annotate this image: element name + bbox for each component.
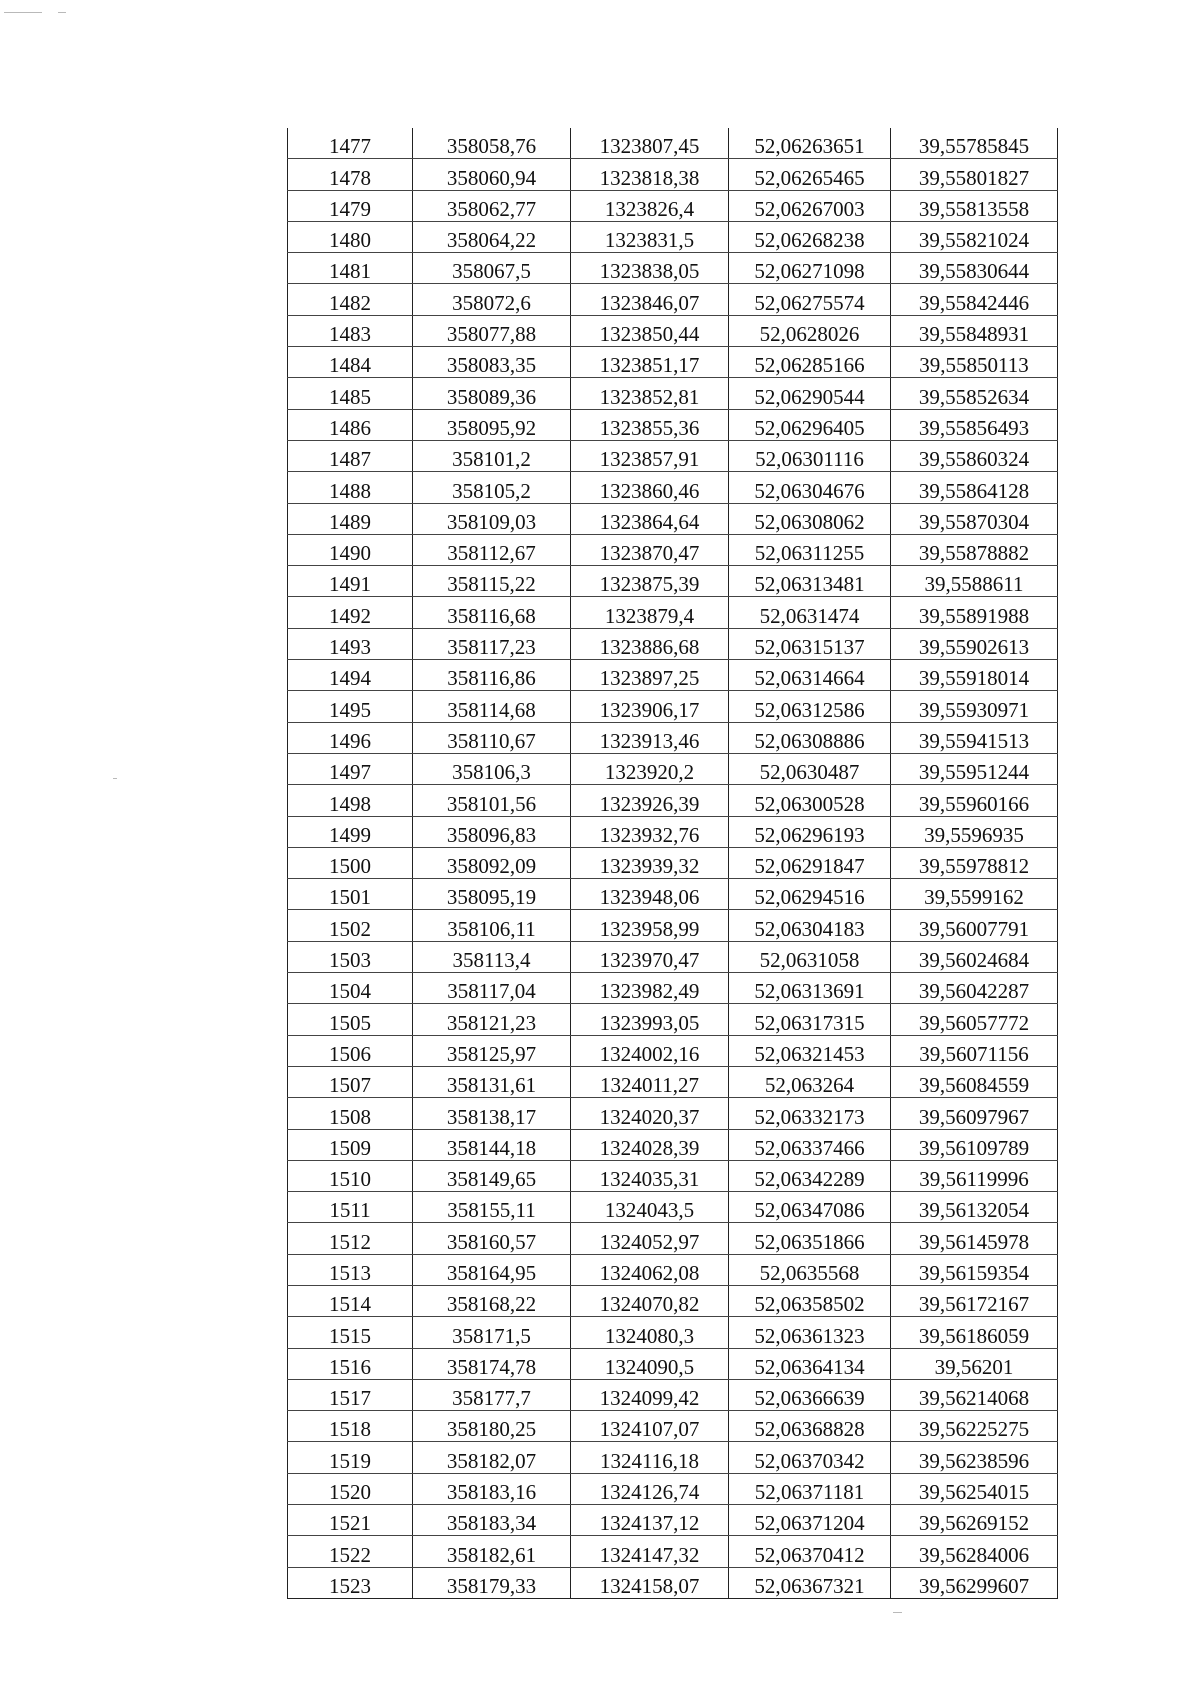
latitude-cell: 52,06296405 (729, 409, 891, 440)
latitude-cell: 52,06263651 (729, 128, 891, 159)
longitude-cell: 39,56109789 (891, 1129, 1058, 1160)
longitude-cell: 39,56254015 (891, 1473, 1058, 1504)
y-coordinate-cell: 1323850,44 (571, 315, 729, 346)
longitude-cell: 39,56007791 (891, 910, 1058, 941)
latitude-cell: 52,06342289 (729, 1160, 891, 1191)
latitude-cell: 52,06268238 (729, 221, 891, 252)
y-coordinate-cell: 1323826,4 (571, 190, 729, 221)
y-coordinate-cell: 1323886,68 (571, 628, 729, 659)
longitude-cell: 39,55856493 (891, 409, 1058, 440)
table-row (288, 284, 1058, 315)
table-row (288, 253, 1058, 284)
table-row (288, 1160, 1058, 1191)
longitude-cell: 39,55902613 (891, 628, 1058, 659)
x-coordinate-cell: 358121,23 (413, 1004, 571, 1035)
table-row (288, 597, 1058, 628)
x-coordinate-cell: 358125,97 (413, 1035, 571, 1066)
x-coordinate-cell: 358083,35 (413, 347, 571, 378)
y-coordinate-cell: 1323831,5 (571, 221, 729, 252)
point-number-cell: 1506 (288, 1035, 413, 1066)
y-coordinate-cell: 1324147,32 (571, 1536, 729, 1567)
y-coordinate-cell: 1323906,17 (571, 691, 729, 722)
longitude-cell: 39,55813558 (891, 190, 1058, 221)
latitude-cell: 52,06366639 (729, 1379, 891, 1410)
point-number-cell: 1519 (288, 1442, 413, 1473)
table-row (288, 628, 1058, 659)
latitude-cell: 52,06347086 (729, 1192, 891, 1223)
point-number-cell: 1512 (288, 1223, 413, 1254)
longitude-cell: 39,56186059 (891, 1317, 1058, 1348)
y-coordinate-cell: 1324052,97 (571, 1223, 729, 1254)
x-coordinate-cell: 358112,67 (413, 534, 571, 565)
table-row (288, 785, 1058, 816)
y-coordinate-cell: 1323932,76 (571, 816, 729, 847)
latitude-cell: 52,06313691 (729, 973, 891, 1004)
longitude-cell: 39,55801827 (891, 159, 1058, 190)
point-number-cell: 1505 (288, 1004, 413, 1035)
point-number-cell: 1503 (288, 941, 413, 972)
latitude-cell: 52,06291847 (729, 847, 891, 878)
longitude-cell: 39,55785845 (891, 128, 1058, 159)
table-row (288, 941, 1058, 972)
longitude-cell: 39,56299607 (891, 1567, 1058, 1598)
x-coordinate-cell: 358101,2 (413, 440, 571, 471)
latitude-cell: 52,06314664 (729, 660, 891, 691)
x-coordinate-cell: 358168,22 (413, 1285, 571, 1316)
longitude-cell: 39,55930971 (891, 691, 1058, 722)
longitude-cell: 39,56145978 (891, 1223, 1058, 1254)
table-row (288, 566, 1058, 597)
longitude-cell: 39,56201 (891, 1348, 1058, 1379)
latitude-cell: 52,0631474 (729, 597, 891, 628)
x-coordinate-cell: 358149,65 (413, 1160, 571, 1191)
point-number-cell: 1521 (288, 1505, 413, 1536)
y-coordinate-cell: 1324099,42 (571, 1379, 729, 1410)
point-number-cell: 1501 (288, 879, 413, 910)
latitude-cell: 52,06304676 (729, 472, 891, 503)
point-number-cell: 1502 (288, 910, 413, 941)
point-number-cell: 1496 (288, 722, 413, 753)
point-number-cell: 1490 (288, 534, 413, 565)
y-coordinate-cell: 1323851,17 (571, 347, 729, 378)
table-row (288, 1192, 1058, 1223)
x-coordinate-cell: 358060,94 (413, 159, 571, 190)
latitude-cell: 52,06265465 (729, 159, 891, 190)
longitude-cell: 39,56238596 (891, 1442, 1058, 1473)
longitude-cell: 39,55850113 (891, 347, 1058, 378)
table-row (288, 660, 1058, 691)
longitude-cell: 39,55878882 (891, 534, 1058, 565)
latitude-cell: 52,06321453 (729, 1035, 891, 1066)
x-coordinate-cell: 358177,7 (413, 1379, 571, 1410)
y-coordinate-cell: 1324011,27 (571, 1066, 729, 1097)
x-coordinate-cell: 358116,86 (413, 660, 571, 691)
point-number-cell: 1487 (288, 440, 413, 471)
longitude-cell: 39,56057772 (891, 1004, 1058, 1035)
longitude-cell: 39,55978812 (891, 847, 1058, 878)
latitude-cell: 52,06368828 (729, 1411, 891, 1442)
x-coordinate-cell: 358110,67 (413, 722, 571, 753)
x-coordinate-cell: 358138,17 (413, 1098, 571, 1129)
x-coordinate-cell: 358101,56 (413, 785, 571, 816)
latitude-cell: 52,06312586 (729, 691, 891, 722)
y-coordinate-cell: 1324062,08 (571, 1254, 729, 1285)
y-coordinate-cell: 1323939,32 (571, 847, 729, 878)
longitude-cell: 39,55951244 (891, 753, 1058, 784)
table-row (288, 1004, 1058, 1035)
table-row (288, 879, 1058, 910)
latitude-cell: 52,06275574 (729, 284, 891, 315)
table-row (288, 1098, 1058, 1129)
table-row (288, 1317, 1058, 1348)
point-number-cell: 1514 (288, 1285, 413, 1316)
longitude-cell: 39,55852634 (891, 378, 1058, 409)
point-number-cell: 1497 (288, 753, 413, 784)
longitude-cell: 39,56172167 (891, 1285, 1058, 1316)
table-row (288, 1348, 1058, 1379)
x-coordinate-cell: 358183,34 (413, 1505, 571, 1536)
latitude-cell: 52,06308062 (729, 503, 891, 534)
point-number-cell: 1485 (288, 378, 413, 409)
latitude-cell: 52,06290544 (729, 378, 891, 409)
table-row (288, 378, 1058, 409)
table-row (288, 1066, 1058, 1097)
point-number-cell: 1516 (288, 1348, 413, 1379)
point-number-cell: 1483 (288, 315, 413, 346)
point-number-cell: 1492 (288, 597, 413, 628)
point-number-cell: 1478 (288, 159, 413, 190)
point-number-cell: 1520 (288, 1473, 413, 1504)
latitude-cell: 52,06315137 (729, 628, 891, 659)
point-number-cell: 1488 (288, 472, 413, 503)
point-number-cell: 1493 (288, 628, 413, 659)
latitude-cell: 52,06332173 (729, 1098, 891, 1129)
longitude-cell: 39,56132054 (891, 1192, 1058, 1223)
y-coordinate-cell: 1324116,18 (571, 1442, 729, 1473)
y-coordinate-cell: 1323875,39 (571, 566, 729, 597)
latitude-cell: 52,06337466 (729, 1129, 891, 1160)
table-row (288, 409, 1058, 440)
table-row (288, 1505, 1058, 1536)
longitude-cell: 39,56097967 (891, 1098, 1058, 1129)
y-coordinate-cell: 1323857,91 (571, 440, 729, 471)
y-coordinate-cell: 1323897,25 (571, 660, 729, 691)
table-row (288, 1536, 1058, 1567)
point-number-cell: 1481 (288, 253, 413, 284)
point-number-cell: 1507 (288, 1066, 413, 1097)
longitude-cell: 39,56071156 (891, 1035, 1058, 1066)
point-number-cell: 1494 (288, 660, 413, 691)
scan-speck (58, 12, 66, 13)
table-row (288, 1129, 1058, 1160)
table-row (288, 847, 1058, 878)
point-number-cell: 1495 (288, 691, 413, 722)
y-coordinate-cell: 1323852,81 (571, 378, 729, 409)
y-coordinate-cell: 1323846,07 (571, 284, 729, 315)
longitude-cell: 39,56269152 (891, 1505, 1058, 1536)
x-coordinate-cell: 358116,68 (413, 597, 571, 628)
y-coordinate-cell: 1324080,3 (571, 1317, 729, 1348)
x-coordinate-cell: 358067,5 (413, 253, 571, 284)
table-row (288, 315, 1058, 346)
x-coordinate-cell: 358095,92 (413, 409, 571, 440)
longitude-cell: 39,55821024 (891, 221, 1058, 252)
latitude-cell: 52,06285166 (729, 347, 891, 378)
point-number-cell: 1515 (288, 1317, 413, 1348)
y-coordinate-cell: 1323982,49 (571, 973, 729, 1004)
x-coordinate-cell: 358077,88 (413, 315, 571, 346)
longitude-cell: 39,55918014 (891, 660, 1058, 691)
latitude-cell: 52,0628026 (729, 315, 891, 346)
x-coordinate-cell: 358089,36 (413, 378, 571, 409)
latitude-cell: 52,06313481 (729, 566, 891, 597)
y-coordinate-cell: 1324107,07 (571, 1411, 729, 1442)
y-coordinate-cell: 1323948,06 (571, 879, 729, 910)
table-row (288, 347, 1058, 378)
x-coordinate-cell: 358164,95 (413, 1254, 571, 1285)
longitude-cell: 39,56042287 (891, 973, 1058, 1004)
longitude-cell: 39,55960166 (891, 785, 1058, 816)
latitude-cell: 52,06304183 (729, 910, 891, 941)
x-coordinate-cell: 358106,11 (413, 910, 571, 941)
latitude-cell: 52,063264 (729, 1066, 891, 1097)
table-row (288, 1254, 1058, 1285)
longitude-cell: 39,5596935 (891, 816, 1058, 847)
y-coordinate-cell: 1324028,39 (571, 1129, 729, 1160)
x-coordinate-cell: 358105,2 (413, 472, 571, 503)
y-coordinate-cell: 1323818,38 (571, 159, 729, 190)
x-coordinate-cell: 358160,57 (413, 1223, 571, 1254)
x-coordinate-cell: 358182,61 (413, 1536, 571, 1567)
x-coordinate-cell: 358171,5 (413, 1317, 571, 1348)
longitude-cell: 39,5599162 (891, 879, 1058, 910)
table-row (288, 440, 1058, 471)
table-row (288, 1442, 1058, 1473)
x-coordinate-cell: 358064,22 (413, 221, 571, 252)
point-number-cell: 1480 (288, 221, 413, 252)
scan-speck (113, 778, 117, 779)
table-row (288, 503, 1058, 534)
point-number-cell: 1479 (288, 190, 413, 221)
y-coordinate-cell: 1323860,46 (571, 472, 729, 503)
table-row (288, 1473, 1058, 1504)
latitude-cell: 52,06267003 (729, 190, 891, 221)
table-row (288, 1411, 1058, 1442)
latitude-cell: 52,06371204 (729, 1505, 891, 1536)
latitude-cell: 52,06317315 (729, 1004, 891, 1035)
point-number-cell: 1517 (288, 1379, 413, 1410)
y-coordinate-cell: 1323807,45 (571, 128, 729, 159)
y-coordinate-cell: 1323993,05 (571, 1004, 729, 1035)
y-coordinate-cell: 1324126,74 (571, 1473, 729, 1504)
longitude-cell: 39,55870304 (891, 503, 1058, 534)
y-coordinate-cell: 1323970,47 (571, 941, 729, 972)
longitude-cell: 39,55864128 (891, 472, 1058, 503)
x-coordinate-cell: 358106,3 (413, 753, 571, 784)
y-coordinate-cell: 1323855,36 (571, 409, 729, 440)
longitude-cell: 39,56159354 (891, 1254, 1058, 1285)
table-row (288, 722, 1058, 753)
x-coordinate-cell: 358182,07 (413, 1442, 571, 1473)
x-coordinate-cell: 358131,61 (413, 1066, 571, 1097)
table-row (288, 472, 1058, 503)
table-row (288, 691, 1058, 722)
coordinates-table (287, 128, 1058, 1599)
latitude-cell: 52,06301116 (729, 440, 891, 471)
point-number-cell: 1477 (288, 128, 413, 159)
table-row (288, 1223, 1058, 1254)
latitude-cell: 52,0630487 (729, 753, 891, 784)
table-row (288, 1379, 1058, 1410)
latitude-cell: 52,06300528 (729, 785, 891, 816)
table-row (288, 816, 1058, 847)
longitude-cell: 39,56024684 (891, 941, 1058, 972)
scan-speck (893, 1612, 902, 1613)
x-coordinate-cell: 358144,18 (413, 1129, 571, 1160)
x-coordinate-cell: 358179,33 (413, 1567, 571, 1598)
x-coordinate-cell: 358174,78 (413, 1348, 571, 1379)
x-coordinate-cell: 358117,04 (413, 973, 571, 1004)
y-coordinate-cell: 1324002,16 (571, 1035, 729, 1066)
point-number-cell: 1500 (288, 847, 413, 878)
x-coordinate-cell: 358117,23 (413, 628, 571, 659)
longitude-cell: 39,56214068 (891, 1379, 1058, 1410)
point-number-cell: 1484 (288, 347, 413, 378)
table-row (288, 128, 1058, 159)
table-row (288, 1285, 1058, 1316)
latitude-cell: 52,06351866 (729, 1223, 891, 1254)
y-coordinate-cell: 1324043,5 (571, 1192, 729, 1223)
table-row (288, 534, 1058, 565)
longitude-cell: 39,55830644 (891, 253, 1058, 284)
x-coordinate-cell: 358113,4 (413, 941, 571, 972)
longitude-cell: 39,55860324 (891, 440, 1058, 471)
point-number-cell: 1498 (288, 785, 413, 816)
latitude-cell: 52,06271098 (729, 253, 891, 284)
point-number-cell: 1513 (288, 1254, 413, 1285)
point-number-cell: 1508 (288, 1098, 413, 1129)
y-coordinate-cell: 1323958,99 (571, 910, 729, 941)
latitude-cell: 52,06364134 (729, 1348, 891, 1379)
latitude-cell: 52,0631058 (729, 941, 891, 972)
y-coordinate-cell: 1324070,82 (571, 1285, 729, 1316)
latitude-cell: 52,0635568 (729, 1254, 891, 1285)
point-number-cell: 1523 (288, 1567, 413, 1598)
table-row (288, 973, 1058, 1004)
x-coordinate-cell: 358155,11 (413, 1192, 571, 1223)
latitude-cell: 52,06311255 (729, 534, 891, 565)
y-coordinate-cell: 1323864,64 (571, 503, 729, 534)
y-coordinate-cell: 1323838,05 (571, 253, 729, 284)
table-row (288, 1567, 1058, 1598)
point-number-cell: 1482 (288, 284, 413, 315)
longitude-cell: 39,56225275 (891, 1411, 1058, 1442)
longitude-cell: 39,5588611 (891, 566, 1058, 597)
x-coordinate-cell: 358115,22 (413, 566, 571, 597)
x-coordinate-cell: 358058,76 (413, 128, 571, 159)
table-row (288, 910, 1058, 941)
table-row (288, 753, 1058, 784)
table-row (288, 1035, 1058, 1066)
x-coordinate-cell: 358072,6 (413, 284, 571, 315)
table-row (288, 221, 1058, 252)
latitude-cell: 52,06370342 (729, 1442, 891, 1473)
y-coordinate-cell: 1324090,5 (571, 1348, 729, 1379)
x-coordinate-cell: 358180,25 (413, 1411, 571, 1442)
scan-speck (4, 12, 42, 13)
x-coordinate-cell: 358109,03 (413, 503, 571, 534)
point-number-cell: 1489 (288, 503, 413, 534)
y-coordinate-cell: 1323920,2 (571, 753, 729, 784)
longitude-cell: 39,55941513 (891, 722, 1058, 753)
latitude-cell: 52,06296193 (729, 816, 891, 847)
table-row (288, 190, 1058, 221)
x-coordinate-cell: 358062,77 (413, 190, 571, 221)
longitude-cell: 39,56284006 (891, 1536, 1058, 1567)
y-coordinate-cell: 1323913,46 (571, 722, 729, 753)
longitude-cell: 39,55842446 (891, 284, 1058, 315)
y-coordinate-cell: 1324020,37 (571, 1098, 729, 1129)
x-coordinate-cell: 358114,68 (413, 691, 571, 722)
point-number-cell: 1504 (288, 973, 413, 1004)
y-coordinate-cell: 1323879,4 (571, 597, 729, 628)
coordinates-table-body (288, 128, 1058, 1598)
y-coordinate-cell: 1323926,39 (571, 785, 729, 816)
x-coordinate-cell: 358096,83 (413, 816, 571, 847)
y-coordinate-cell: 1324137,12 (571, 1505, 729, 1536)
latitude-cell: 52,06294516 (729, 879, 891, 910)
point-number-cell: 1511 (288, 1192, 413, 1223)
point-number-cell: 1509 (288, 1129, 413, 1160)
longitude-cell: 39,56084559 (891, 1066, 1058, 1097)
point-number-cell: 1499 (288, 816, 413, 847)
x-coordinate-cell: 358092,09 (413, 847, 571, 878)
table-row (288, 159, 1058, 190)
x-coordinate-cell: 358095,19 (413, 879, 571, 910)
latitude-cell: 52,06308886 (729, 722, 891, 753)
latitude-cell: 52,06371181 (729, 1473, 891, 1504)
latitude-cell: 52,06361323 (729, 1317, 891, 1348)
point-number-cell: 1518 (288, 1411, 413, 1442)
point-number-cell: 1486 (288, 409, 413, 440)
longitude-cell: 39,55891988 (891, 597, 1058, 628)
point-number-cell: 1491 (288, 566, 413, 597)
longitude-cell: 39,55848931 (891, 315, 1058, 346)
y-coordinate-cell: 1324035,31 (571, 1160, 729, 1191)
y-coordinate-cell: 1323870,47 (571, 534, 729, 565)
point-number-cell: 1522 (288, 1536, 413, 1567)
longitude-cell: 39,56119996 (891, 1160, 1058, 1191)
latitude-cell: 52,06358502 (729, 1285, 891, 1316)
x-coordinate-cell: 358183,16 (413, 1473, 571, 1504)
point-number-cell: 1510 (288, 1160, 413, 1191)
latitude-cell: 52,06370412 (729, 1536, 891, 1567)
latitude-cell: 52,06367321 (729, 1567, 891, 1598)
y-coordinate-cell: 1324158,07 (571, 1567, 729, 1598)
